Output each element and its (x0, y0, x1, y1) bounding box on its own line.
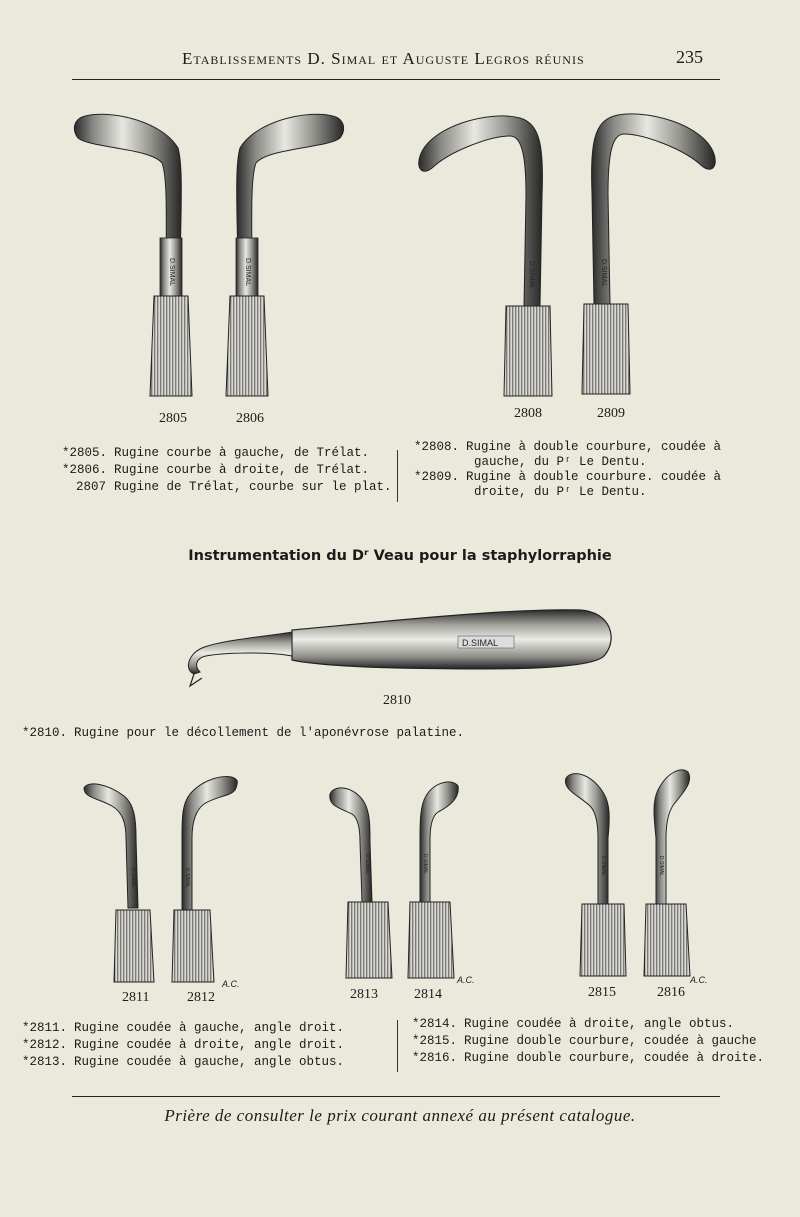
label-2809: 2809 (597, 406, 625, 421)
item-code: *2816. (412, 1051, 458, 1065)
item-code: *2814. (412, 1017, 458, 1031)
rugine-2813-illustration (324, 782, 404, 982)
label-2805: 2805 (159, 411, 187, 426)
assembly-mark: A.C. (457, 975, 475, 985)
item-text: Rugine coudée à droite, angle droit. (74, 1038, 345, 1052)
maker-mark: D.SIMAL (600, 856, 606, 877)
item-text: Rugine coudée à droite, angle obtus. (464, 1017, 735, 1031)
label-2812: 2812 (187, 990, 215, 1005)
rugine-2815-illustration (560, 768, 640, 980)
item-code: *2809. (414, 470, 460, 484)
rugine-2812-illustration (168, 774, 258, 984)
assembly-mark: A.C. (222, 979, 240, 989)
label-2811: 2811 (122, 990, 150, 1005)
caption-2810 (22, 725, 464, 742)
label-2816: 2816 (657, 985, 685, 1000)
caption-list-left (62, 445, 392, 496)
rugine-2811-illustration (78, 778, 168, 984)
maker-mark: D.SIMAL (364, 854, 370, 875)
item-code: 2807 (75, 480, 106, 494)
caption-2807 (62, 479, 392, 496)
rugine-2808-illustration (410, 106, 560, 398)
running-header (0, 46, 800, 72)
header-rule (72, 79, 720, 80)
rugine-2810-illustration (180, 600, 620, 692)
label-2808: 2808 (514, 406, 542, 421)
item-code: *2812. (22, 1038, 68, 1052)
maker-mark: D.SIMAL (528, 261, 535, 290)
running-title: Etablissements D. Simal et Auguste Legros réunis (182, 49, 585, 68)
item-text-cont: gauche, du Pʳ Le Dentu. (474, 455, 647, 469)
rugine-2809-illustration (574, 104, 724, 396)
item-code: *2815. (412, 1034, 458, 1048)
item-code: *2813. (22, 1055, 68, 1069)
page-number: 235 (676, 47, 703, 67)
footer-rule (72, 1096, 720, 1097)
item-text: Rugine coudée à gauche, angle droit. (74, 1021, 345, 1035)
caption-2811 (22, 1020, 344, 1037)
label-2810: 2810 (383, 693, 411, 708)
rugine-2806-illustration (218, 108, 348, 398)
item-text: Rugine de Trélat, courbe sur le plat. (114, 480, 392, 494)
footer-note: Prière de consulter le prix courant annexé au présent catalogue. (164, 1106, 636, 1125)
caption-2816 (412, 1050, 764, 1067)
item-code: *2808. (414, 440, 460, 454)
item-text: Rugine coudée à gauche, angle obtus. (74, 1055, 345, 1069)
maker-mark: D.SIMAL (244, 258, 251, 287)
item-text: Rugine à double courbure, coudée à (466, 440, 722, 454)
section-heading: Instrumentation du Dʳ Veau pour la staphylorraphie (188, 548, 612, 564)
label-2806: 2806 (236, 411, 264, 426)
caption-2813 (22, 1054, 344, 1071)
item-text: Rugine pour le décollement de l'aponévrose palatine. (74, 726, 465, 740)
item-code: *2810. (22, 726, 68, 740)
item-text-cont: droite, du Pʳ Le Dentu. (474, 485, 647, 499)
caption-2809 (414, 470, 721, 500)
maker-mark: D.SIMAL (130, 868, 136, 889)
item-code: *2806. (62, 463, 108, 477)
maker-mark: D.SIMAL (600, 259, 607, 288)
rugine-2805-illustration (70, 108, 190, 398)
item-text: Rugine courbe à gauche, de Trélat. (114, 446, 370, 460)
maker-mark: D.SIMAL (462, 638, 499, 648)
caption-2812 (22, 1037, 344, 1054)
assembly-mark: A.C. (690, 975, 708, 985)
caption-2805 (62, 445, 392, 462)
item-text: Rugine à double courbure. coudée à (466, 470, 722, 484)
item-text: Rugine double courbure, coudée à gauche (464, 1034, 757, 1048)
caption-2808 (414, 440, 721, 470)
maker-mark: D.SIMAL (658, 856, 664, 877)
caption-list-right-2 (412, 1016, 764, 1067)
maker-mark: D.SIMAL (184, 868, 190, 889)
caption-2815 (412, 1033, 764, 1050)
caption-2814 (412, 1016, 764, 1033)
label-2814: 2814 (414, 987, 442, 1002)
item-text: Rugine double courbure, coudée à droite. (464, 1051, 765, 1065)
item-code: *2805. (62, 446, 108, 460)
maker-mark: D.SIMAL (422, 854, 428, 875)
column-divider (397, 450, 398, 502)
caption-list-right (414, 440, 721, 500)
item-code: *2811. (22, 1021, 68, 1035)
column-divider (397, 1020, 398, 1072)
maker-mark: D.SIMAL (168, 258, 175, 287)
label-2813: 2813 (350, 987, 378, 1002)
item-text: Rugine courbe à droite, de Trélat. (114, 463, 370, 477)
label-2815: 2815 (588, 985, 616, 1000)
caption-list-left-2 (22, 1020, 344, 1071)
rugine-2814-illustration (400, 778, 480, 982)
rugine-2816-illustration (638, 768, 718, 980)
caption-2806 (62, 462, 392, 479)
